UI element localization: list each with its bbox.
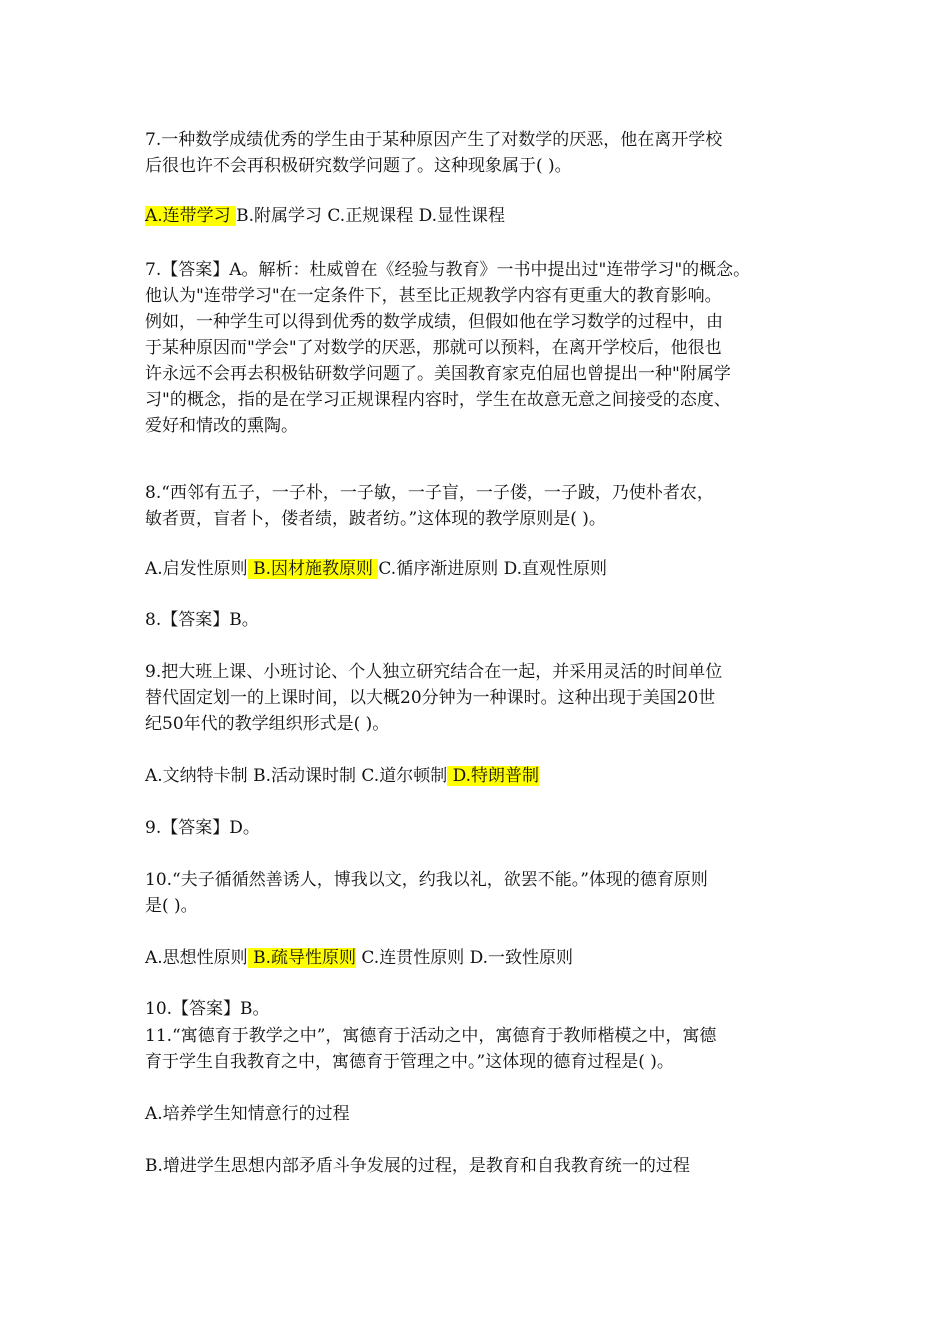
option-b: B.增进学生思想内部矛盾斗争发展的过程，是教育和自我教育统一的过程 bbox=[145, 1156, 690, 1176]
question-line: 11.“寓德育于教学之中”，寓德育于活动之中，寓德育于教师楷模之中，寓德 bbox=[145, 1026, 717, 1046]
answer-line: 7.【答案】A。解析：杜威曾在《经验与教育》一书中提出过"连带学习"的概念。 bbox=[145, 260, 751, 280]
option-d: D.直观性原则 bbox=[498, 559, 608, 579]
question-line: 是( )。 bbox=[145, 896, 198, 916]
option-11-a bbox=[145, 1101, 815, 1127]
question-line: 育于学生自我教育之中，寓德育于管理之中。”这体现的德育过程是( )。 bbox=[145, 1052, 674, 1072]
option-b-highlighted: B.疏导性原则 bbox=[247, 948, 356, 968]
answer-line: 8.【答案】B。 bbox=[145, 610, 259, 630]
option-c: C.循序渐进原则 bbox=[378, 559, 499, 579]
question-line: 纪50年代的教学组织形式是( )。 bbox=[145, 714, 390, 734]
answer-8 bbox=[145, 607, 815, 633]
option-a: A.培养学生知情意行的过程 bbox=[145, 1104, 350, 1124]
question-line: 8.“西邻有五子，一子朴，一子敏，一子盲，一子偻，一子跛，乃使朴者农， bbox=[145, 483, 714, 503]
option-c: C.正规课程 bbox=[322, 206, 414, 226]
answer-10 bbox=[145, 996, 815, 1022]
option-b: B.活动课时制 bbox=[247, 766, 356, 786]
option-a: A.启发性原则 bbox=[145, 559, 248, 579]
question-line: 9.把大班上课、小班讨论、个人独立研究结合在一起，并采用灵活的时间单位 bbox=[145, 662, 723, 682]
question-7 bbox=[145, 127, 815, 179]
option-b: B.附属学习 bbox=[236, 206, 322, 226]
answer-7 bbox=[145, 257, 815, 439]
option-a: A.思想性原则 bbox=[145, 948, 248, 968]
question-line: 敏者贾，盲者卜，偻者绩，跛者纺。”这体现的教学原则是( )。 bbox=[145, 509, 606, 529]
options-9 bbox=[145, 763, 815, 789]
option-d: D.一致性原则 bbox=[464, 948, 574, 968]
answer-line: 爱好和情改的熏陶。 bbox=[145, 416, 298, 436]
question-9 bbox=[145, 659, 815, 737]
option-b-highlighted: B.因材施教原则 bbox=[247, 559, 379, 579]
answer-line: 他认为"连带学习"在一定条件下，甚至比正规教学内容有更重大的教育影响。 bbox=[145, 286, 722, 306]
answer-line: 10.【答案】B。 bbox=[145, 999, 270, 1019]
option-d: D.显性课程 bbox=[413, 206, 506, 226]
question-11 bbox=[145, 1023, 815, 1075]
option-c: C.道尔顿制 bbox=[356, 766, 448, 786]
question-line: 替代固定划一的上课时间，以大概20分钟为一种课时。这种出现于美国20世 bbox=[145, 688, 716, 708]
question-10 bbox=[145, 867, 815, 919]
answer-line: 例如，一种学生可以得到优秀的数学成绩，但假如他在学习数学的过程中，由 bbox=[145, 312, 723, 332]
answer-line: 许永远不会再去积极钻研数学问题了。美国教育家克伯屈也曾提出一种"附属学 bbox=[145, 364, 731, 384]
answer-9 bbox=[145, 815, 815, 841]
options-7 bbox=[145, 203, 815, 229]
option-a-highlighted: A.连带学习 bbox=[145, 206, 237, 226]
answer-line: 于某种原因而"学会"了对数学的厌恶，那就可以预料，在离开学校后，他很也 bbox=[145, 338, 722, 358]
question-line: 10.“夫子循循然善诱人，博我以文，约我以礼，欲罢不能。”体现的德育原则 bbox=[145, 870, 708, 890]
options-10 bbox=[145, 945, 815, 971]
option-11-b bbox=[145, 1153, 815, 1179]
question-8 bbox=[145, 480, 815, 532]
option-c: C.连贯性原则 bbox=[356, 948, 465, 968]
option-a: A.文纳特卡制 bbox=[145, 766, 248, 786]
option-d-highlighted: D.特朗普制 bbox=[447, 766, 540, 786]
answer-line: 9.【答案】D。 bbox=[145, 818, 260, 838]
answer-line: 习"的概念，指的是在学习正规课程内容时，学生在故意无意之间接受的态度、 bbox=[145, 390, 731, 410]
options-8 bbox=[145, 556, 815, 582]
question-line: 后很也许不会再积极研究数学问题了。这种现象属于( )。 bbox=[145, 156, 572, 176]
question-line: 7.一种数学成绩优秀的学生由于某种原因产生了对数学的厌恶，他在离开学校 bbox=[145, 130, 723, 150]
